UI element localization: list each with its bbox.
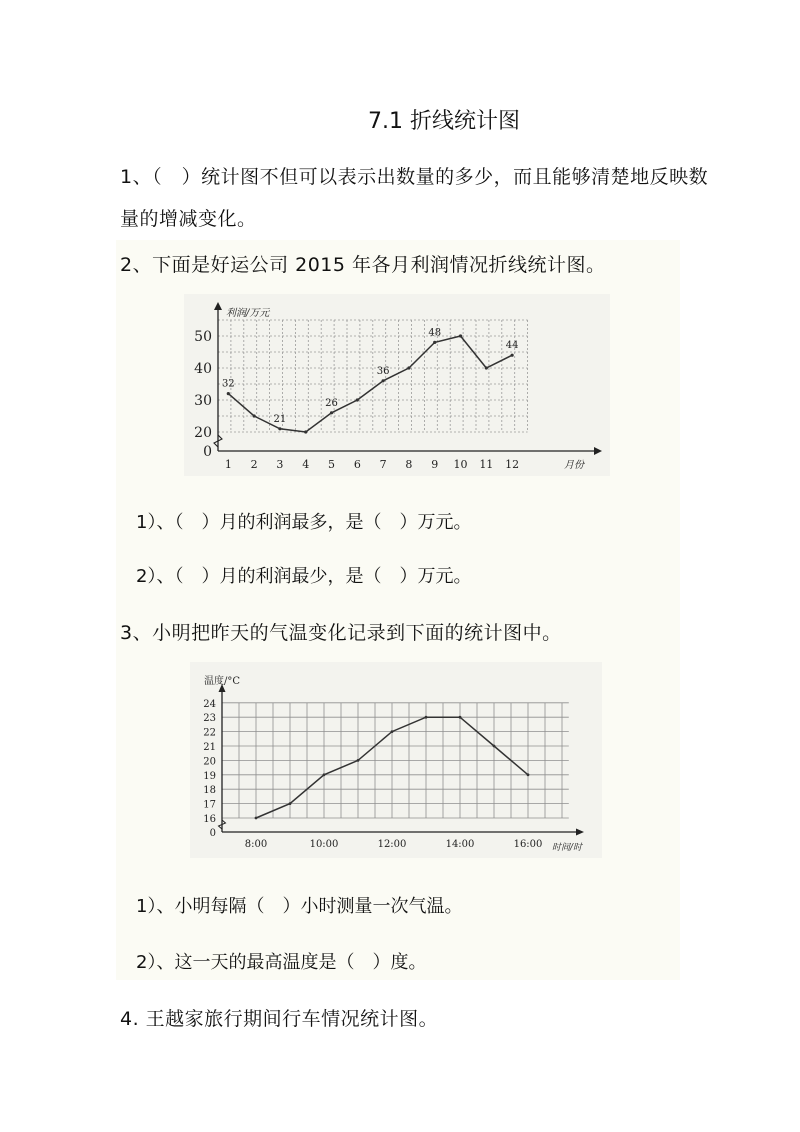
y-axis-label: 利润/万元 bbox=[226, 308, 270, 319]
x-tick-label: 6 bbox=[353, 458, 361, 471]
profit-data-point bbox=[253, 414, 256, 417]
x-tick-label: 2 bbox=[250, 458, 258, 471]
x-tick-label: 4 bbox=[302, 458, 310, 471]
x-tick-label: 1 bbox=[224, 458, 232, 471]
temperature-data-point bbox=[255, 817, 258, 820]
y-tick-label: 17 bbox=[203, 799, 216, 811]
x-axis-arrow bbox=[594, 447, 602, 455]
profit-data-point bbox=[485, 366, 488, 369]
profit-data-point bbox=[278, 427, 281, 430]
y-axis-label: 温度/°C bbox=[204, 676, 241, 687]
temperature-data-point bbox=[357, 759, 360, 762]
y-tick-label: 18 bbox=[203, 785, 216, 797]
question-1-line-1: 1、（ ）统计图不但可以表示出数量的多少，而且能够清楚地反映数 bbox=[120, 166, 709, 188]
x-tick-label: 10:00 bbox=[309, 839, 339, 850]
x-tick-label: 14:00 bbox=[445, 839, 475, 850]
y-tick-label: 20 bbox=[194, 425, 212, 441]
profit-chart-panel bbox=[184, 294, 610, 476]
x-tick-label: 12 bbox=[505, 458, 520, 471]
y-tick-label: 0 bbox=[209, 828, 216, 839]
y-axis-arrow bbox=[214, 302, 222, 310]
profit-line-chart bbox=[184, 294, 610, 476]
x-tick-label: 16:00 bbox=[513, 839, 543, 850]
x-tick-label: 8:00 bbox=[244, 839, 268, 850]
profit-data-label: 26 bbox=[325, 397, 338, 409]
profit-data-point bbox=[356, 398, 359, 401]
profit-data-label: 36 bbox=[376, 365, 390, 377]
y-tick-label: 22 bbox=[203, 727, 216, 739]
y-tick-label: 20 bbox=[203, 756, 216, 768]
profit-data-label: 21 bbox=[273, 413, 287, 425]
temperature-data-point bbox=[459, 716, 462, 719]
profit-data-label: 44 bbox=[505, 340, 519, 352]
temperature-data-point bbox=[391, 730, 394, 733]
x-axis-arrow bbox=[576, 829, 584, 836]
question-2-sub-1: 1）、（ ）月的利润最多，是（ ）万元。 bbox=[136, 512, 472, 533]
y-tick-label: 16 bbox=[203, 814, 216, 825]
x-tick-label: 7 bbox=[379, 458, 387, 471]
y-tick-label: 21 bbox=[203, 742, 216, 753]
y-tick-label: 24 bbox=[203, 698, 216, 710]
profit-data-label: 48 bbox=[428, 327, 442, 339]
x-axis-label: 月份 bbox=[564, 460, 584, 471]
question-2-text: 2、下面是好运公司 2015 年各月利润情况折线统计图。 bbox=[120, 254, 606, 276]
temperature-line-chart bbox=[190, 662, 602, 858]
profit-data-point bbox=[459, 334, 462, 337]
profit-data-point bbox=[304, 430, 307, 433]
profit-data-point bbox=[330, 411, 333, 414]
x-tick-label: 8 bbox=[405, 458, 413, 471]
x-tick-label: 10 bbox=[453, 458, 468, 471]
y-tick-label: 0 bbox=[203, 444, 212, 460]
question-3-sub-2: 2）、这一天的最高温度是（ ）度。 bbox=[136, 952, 427, 973]
temperature-chart-panel bbox=[190, 662, 602, 858]
question-1-line-2: 量的增减变化。 bbox=[120, 208, 257, 230]
x-tick-label: 11 bbox=[479, 458, 494, 471]
page-title: 7.1 折线统计图 bbox=[368, 109, 520, 134]
profit-data-point bbox=[407, 366, 410, 369]
profit-data-point bbox=[433, 341, 436, 344]
temperature-data-point bbox=[289, 802, 292, 805]
y-tick-label: 19 bbox=[203, 770, 216, 782]
question-3-text: 3、小明把昨天的气温变化记录到下面的统计图中。 bbox=[120, 622, 562, 644]
x-tick-label: 3 bbox=[276, 458, 284, 471]
y-tick-label: 40 bbox=[194, 361, 212, 377]
y-tick-label: 50 bbox=[194, 329, 212, 345]
x-axis-label: 时间/时 bbox=[552, 843, 583, 853]
profit-data-point bbox=[227, 392, 230, 395]
profit-data-point bbox=[382, 379, 385, 382]
x-tick-label: 12:00 bbox=[377, 839, 407, 850]
question-3-sub-1: 1）、小明每隔（ ）小时测量一次气温。 bbox=[136, 896, 463, 917]
profit-data-point bbox=[511, 354, 514, 357]
temperature-data-point bbox=[493, 745, 496, 748]
temperature-data-point bbox=[527, 773, 530, 776]
question-2-sub-2: 2）、（ ）月的利润最少，是（ ）万元。 bbox=[136, 566, 472, 587]
temperature-data-point bbox=[425, 716, 428, 719]
temperature-data-point bbox=[323, 773, 326, 776]
y-tick-label: 30 bbox=[194, 393, 212, 409]
profit-data-label: 32 bbox=[221, 378, 235, 390]
x-tick-label: 5 bbox=[328, 458, 336, 471]
question-4-text: 4. 王越家旅行期间行车情况统计图。 bbox=[120, 1008, 439, 1030]
y-tick-label: 23 bbox=[203, 713, 216, 725]
x-tick-label: 9 bbox=[431, 458, 439, 471]
